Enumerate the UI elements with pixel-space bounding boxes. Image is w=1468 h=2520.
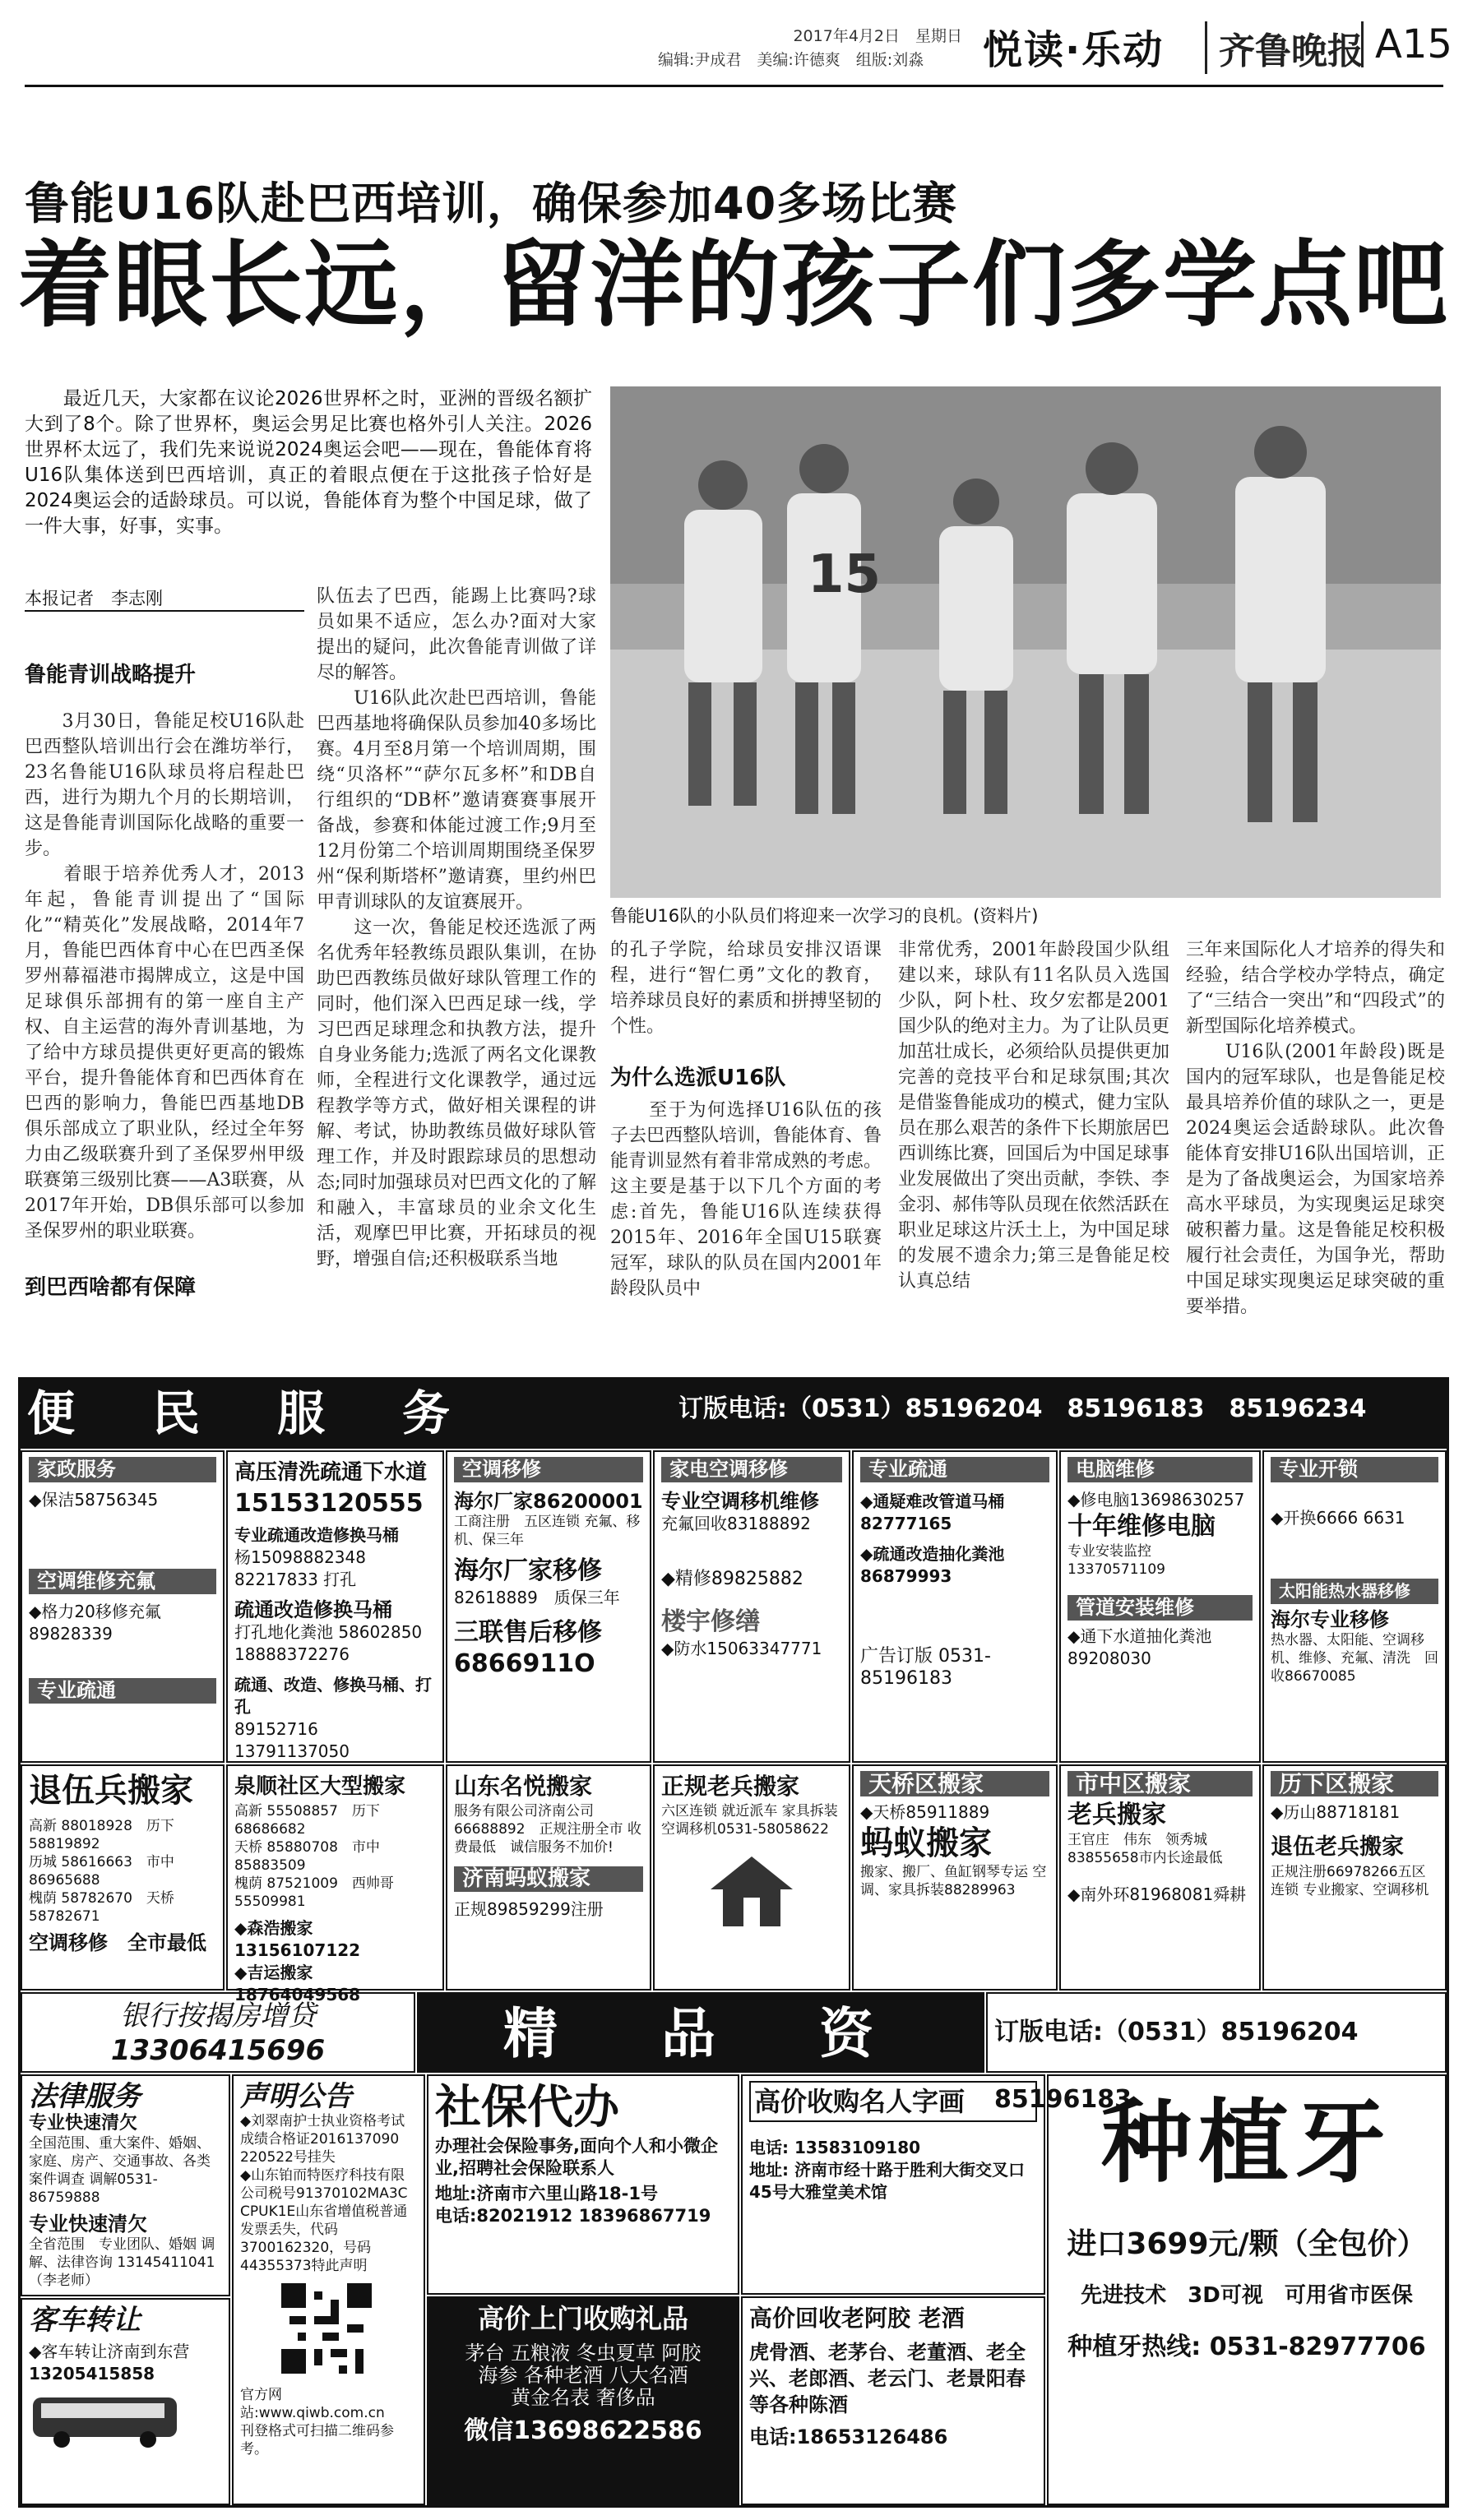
bus-icon xyxy=(29,2393,185,2451)
ad-phone: 电话:82021912 18396867719 xyxy=(435,2206,711,2226)
article-column-3: 的孔子学院，给球员安排汉语课程，进行“智仁勇”文化的教育，培养球员良好的素质和拼搏坚韧的个性。 xyxy=(610,940,882,1037)
ad-text: 打孔地化粪池 58602850 18888372276 xyxy=(234,1622,423,1664)
subhead-guarantee: 到巴西啥都有保障 xyxy=(25,1275,197,1300)
ad-locksmith xyxy=(1262,1450,1447,1763)
article-photo xyxy=(610,386,1441,898)
ad-text: 海参 各种老酒 八大名酒 xyxy=(478,2364,688,2387)
section-title: 悦读·乐动 xyxy=(983,27,1165,73)
banner-services-title: 便 民 服 务 xyxy=(27,1385,465,1441)
ad-title: 空调移修 xyxy=(454,1457,643,1482)
ad-text: 天桥 85880708 市中 85883509 xyxy=(234,1839,380,1874)
ad-text: 王官庄 伟东 领秀城 83855658市内长途最低 xyxy=(1067,1832,1223,1866)
article-column-1: 3月30日，鲁能足校U16队赴巴西整队培训出行会在潍坊举行，23名鲁能U16队球员将启程赴巴西，进行为期九个月的长期培训，这是鲁能青训国际化战略的重要一步。 着眼于培养优秀人才，2013年起，鲁能青训提出了“国际化”“精英化”发展战略，2014年7月，鲁能巴西体育中心在巴西圣保罗州幕福港市揭牌成立，这是中国足球俱乐部拥有的第一座自主产权、自主运营的海外青训基地，为了给中方球员提供更好更高的锻炼平台，提升鲁能体育和巴西体育在巴西的影响力，鲁能巴西基地DB俱乐部成立了职业队，经过全年努力由乙级联赛升到了圣保罗州甲级联赛第三级别比赛——A3联赛，从2017年开始，DB俱乐部可以参加圣保罗州的职业联赛。 xyxy=(25,711,304,1242)
ad-text: 疏通、改造、修换马桶、打孔 xyxy=(234,1675,432,1717)
ad-text: 服务有限公司济南公司 66688892 正规注册全市 收费最低 诚信服务不加价! xyxy=(454,1803,641,1856)
ad-text: ◆修电脑13698630257 xyxy=(1067,1490,1245,1510)
ad-text: ◆开换6666 6631 xyxy=(1271,1508,1405,1528)
banner-premium-title: 精 品 资 讯 xyxy=(503,2001,977,2134)
ad-text: 专业安装监控 13370571109 xyxy=(1067,1543,1165,1578)
ad-text: 槐荫 58782670 天桥 58782671 xyxy=(29,1890,174,1925)
ad-title: 楼宇修缮 xyxy=(661,1607,760,1636)
ad-wine-buy xyxy=(741,2296,1045,2505)
ad-text: ◆疏通改造抽化粪池 86879993 xyxy=(860,1544,1005,1586)
ad-text: ◆客车转让济南到东营 xyxy=(29,2342,190,2361)
ad-legal xyxy=(21,2074,230,2296)
ad-dental-implant xyxy=(1047,2074,1447,2505)
ad-text: 进口3699元/颗（全包价） xyxy=(1067,2227,1427,2261)
house-icon xyxy=(702,1848,801,1930)
ad-tianqiao-moving xyxy=(852,1764,1058,1991)
page-number: A15 xyxy=(1361,21,1452,67)
ad-title: 专业疏通 xyxy=(860,1457,1049,1482)
ad-text: ◆吉运搬家18764049568 xyxy=(234,1963,361,2004)
article-headline: 着眼长远，留洋的孩子们多学点吧 xyxy=(18,230,1450,340)
ad-text: 海尔厂家移修 xyxy=(454,1556,602,1585)
ad-phone: 89152716 13791137050 xyxy=(234,1719,350,1761)
ad-text: 专业快速清欠 xyxy=(29,2113,138,2134)
ad-calligraphy xyxy=(741,2074,1045,2295)
ad-oldsoldier-moving xyxy=(653,1764,850,1991)
ad-ac-repair xyxy=(446,1450,651,1763)
ad-text: 退伍老兵搬家 xyxy=(1271,1834,1404,1860)
photo-caption: 鲁能U16队的小队员们将迎来一次学习的良机。(资料片) xyxy=(610,906,1039,926)
ad-veteran-moving xyxy=(21,1764,225,1991)
ad-title: 电脑维修 xyxy=(1067,1457,1253,1482)
ad-title: 泉顺社区大型搬家 xyxy=(234,1774,406,1799)
ad-bank-loan xyxy=(21,1992,415,2073)
ad-text: 正规89859299注册 xyxy=(454,1899,604,1919)
header-date: 2017年4月2日 星期日 xyxy=(793,27,962,45)
subhead-strategy: 鲁能青训战略提升 xyxy=(25,663,197,687)
ad-title: 天桥区搬家 xyxy=(860,1771,1049,1796)
ad-text: 工商注册 五区连锁 充氟、移机、保三年 xyxy=(454,1514,641,1548)
ad-phone: 6866911O xyxy=(454,1649,595,1678)
ad-banner-services xyxy=(21,1380,1447,1449)
ad-text: ◆森浩搬家13156107122 xyxy=(234,1918,361,1960)
ad-text: 六区连锁 就近派车 家具拆装 空调移机0531-58058622 xyxy=(661,1803,838,1838)
ad-text: 全省范围 专业团队、婚姻 调解、法律咨询 13145411041（李老师） xyxy=(29,2236,215,2289)
ad-title: 法律服务 xyxy=(29,2080,141,2113)
header-editors: 编辑:尹成君 美编:许德爽 组版:刘淼 xyxy=(658,51,924,69)
ad-text: 高新 55508857 历下 68686682 xyxy=(234,1803,380,1838)
article-lead: 最近几天，大家都在议论2026世界杯之时，亚洲的晋级名额扩大到了8个。除了世界杯，奥运会男足比赛也格外引人关注。2026世界杯太远了，我们先来说说2024奥运会吧——现在，鲁能体育将U16队集体送到巴西培训，真正的着眼点便在于这批孩子恰好是2024奥运会的适龄球员。可以说，鲁能体育为整个中国足球，做了一件大事，好事，实事。 xyxy=(25,388,592,537)
ad-text: 充氟回收83188892 xyxy=(661,1514,811,1533)
ad-text: 茅台 五粮液 冬虫夏草 阿胶 xyxy=(465,2342,702,2365)
ad-text: 海尔厂家86200001 xyxy=(454,1490,643,1513)
ad-text: 杨15098882348 82217833 打孔 xyxy=(234,1547,366,1589)
ad-computer-repair xyxy=(1059,1450,1261,1763)
banner-premium-phone: 订版电话:（0531）85196204 85196183 xyxy=(994,2018,1383,2114)
article-byline: 本报记者 李志刚 xyxy=(25,589,163,608)
ad-title: 专业疏通 xyxy=(29,1678,216,1704)
ad-mingyue-moving xyxy=(446,1764,651,1991)
banner-services-phone: 订版电话:（0531）85196204 85196183 85196234 xyxy=(678,1394,1367,1423)
jersey-number: 15 xyxy=(808,544,882,605)
newspaper-brand: 齐鲁晚报 xyxy=(1205,21,1364,74)
ad-text: 搬家、搬厂、鱼缸钢琴专运 空调、家具拆装88289963 xyxy=(860,1864,1047,1898)
ad-text: ◆格力20移修充氟 89828339 xyxy=(29,1602,161,1644)
ad-text: 热水器、太阳能、空调移机、维修、充氟、清洗 回收86670085 xyxy=(1271,1632,1438,1685)
ad-text: 三联售后移修 xyxy=(454,1618,602,1647)
ad-text: 海尔专业移修 xyxy=(1271,1608,1389,1631)
ad-text: ◆南外环81968081舜耕 xyxy=(1067,1884,1247,1904)
ad-phone: 电话:18653126486 xyxy=(749,2425,948,2448)
ad-title: 声明公告 xyxy=(240,2080,352,2113)
ad-text: 蚂蚁搬家 xyxy=(860,1824,992,1862)
ad-title: 高价收购名人字画 xyxy=(749,2081,1037,2122)
ad-text: 专业空调移机维修 xyxy=(661,1490,819,1513)
ad-bus-sale xyxy=(21,2298,230,2505)
ad-text: ◆历山88718181 xyxy=(1271,1802,1401,1822)
ad-phone: 13306415696 xyxy=(110,2034,326,2067)
ad-title: 社保代办 xyxy=(435,2081,619,2134)
ad-title: 正规老兵搬家 xyxy=(661,1773,800,1800)
ad-text: ◆保洁58756345 xyxy=(29,1490,159,1510)
ad-text: 历城 58616663 市中 86965688 xyxy=(29,1854,174,1889)
article-column-4: 非常优秀，2001年龄段国少队组建以来，球队有11名队员入选国少队，阿卜杜、玫夕宏都是2001国少队的绝对主力。为了让队员更加茁壮成长，必须给队员提供更加完善的竞技平台和足球氛围;其次是借鉴鲁能成功的模式，健力宝队员在那么艰苦的条件下长期旅居巴西训练比赛，回国后为中国足球事业发展做出了突出贡献，李铁、李金羽、郝伟等队员现在依然活跃在职业足球这片沃土上，为中国足球的发展不遗余力;第三是鲁能足校认真总结 xyxy=(898,940,1170,1292)
ad-text: 正规注册66978266五区连锁 专业搬家、空调移机 xyxy=(1271,1864,1429,1898)
ad-text: 先进技术 3D可视 可用省市医保 xyxy=(1081,2283,1413,2308)
ad-text: ◆防水15063347771 xyxy=(661,1639,822,1658)
ad-shizhong-moving xyxy=(1059,1764,1261,1991)
ad-phone: 电话: 13583109180 xyxy=(749,2138,921,2157)
ad-title: 济南蚂蚁搬家 xyxy=(454,1866,643,1892)
ad-phone: 种植牙热线: 0531-82977706 xyxy=(1067,2333,1426,2361)
article-column-5: 三年来国际化人才培养的得失和经验，结合学校办学特点，确定了“三结合一突出”和“四段式”的新型国际化培养模式。 U16队(2001年龄段)既是国内的冠军球队，也是鲁能足校最具培养价值的球队之一，更是2024奥运会适龄球队。此次鲁能体育安排U16队出国培训，正是为了备战奥运会，为国家培养高水平球员，为实现奥运足球突破积蓄力量。这是鲁能足校积极履行社会责任，为国争光，帮助中国足球实现奥运足球突破的重要举措。 xyxy=(1186,940,1445,1317)
article-column-3b: 至于为何选择U16队伍的孩子去巴西整队培训，鲁能体育、鲁能青训显然有着非常成熟的考虑。这主要是基于以下几个方面的考虑:首先，鲁能U16队连续获得2015年、2016年全国U15联赛冠军，球队的队员在国内2001年龄段队员中 xyxy=(610,1100,882,1299)
ad-text: 刊登格式可扫描二维码参考。 xyxy=(240,2423,394,2458)
ad-title: 退伍兵搬家 xyxy=(29,1772,193,1810)
ad-housekeeping xyxy=(21,1450,225,1763)
ad-lixia-moving xyxy=(1262,1764,1447,1991)
ad-text: 专业疏通改造修换马桶 xyxy=(234,1525,399,1545)
ad-title: 客车转让 xyxy=(29,2304,141,2337)
ad-text: ◆刘翠南护士执业资格考试成绩合格证2016137090 220522号挂失 xyxy=(240,2113,405,2166)
ad-text: 全国范围、重大案件、婚姻、家庭、房产、交通事故、各类案件调查 调解0531-86759888 xyxy=(29,2135,211,2206)
ad-text: 高压清洗疏通下水道 xyxy=(234,1460,428,1485)
ad-text: 地址: 济南市经十路于胜利大街交叉口45号大雅堂美术馆 xyxy=(749,2160,1025,2202)
ad-title: 家电空调移修 xyxy=(661,1457,842,1482)
ad-text: 专业快速清欠 xyxy=(29,2213,147,2236)
byline-rule xyxy=(25,610,304,612)
ad-phone: 13205415858 xyxy=(29,2364,155,2384)
ad-text: 办理社会保险事务,面向个人和小微企业,招聘社会保险联系人 xyxy=(435,2136,718,2178)
ad-gift-buy xyxy=(427,2296,739,2505)
ad-title: 市中区搬家 xyxy=(1067,1771,1253,1796)
ad-title: 山东名悦搬家 xyxy=(454,1773,593,1800)
ad-title: 管道安装维修 xyxy=(1067,1595,1253,1621)
ad-text: 高新 88018928 历下 58819892 xyxy=(29,1818,174,1852)
ad-text: 官方网站:www.qiwb.com.cn xyxy=(240,2387,385,2421)
classified-ads xyxy=(18,1377,1449,2508)
subhead-why-u16: 为什么选派U16队 xyxy=(610,1066,786,1090)
ad-text: 82618889 质保三年 xyxy=(454,1588,620,1607)
ad-phone: 微信13698622586 xyxy=(464,2416,702,2445)
article-subtitle: 鲁能U16队赴巴西培训，确保参加40多场比赛 xyxy=(25,178,958,229)
qr-code-icon xyxy=(281,2283,372,2374)
ad-title: 空调维修充氟 xyxy=(29,1569,216,1594)
ad-text: 十年维修电脑 xyxy=(1067,1512,1216,1541)
header-rule xyxy=(25,85,1443,87)
ad-title: 太阳能热水器移修 xyxy=(1271,1579,1438,1604)
ad-text: 老兵搬家 xyxy=(1067,1801,1166,1829)
ad-title: 历下区搬家 xyxy=(1271,1771,1438,1796)
ad-drain-cleaning xyxy=(226,1450,444,1763)
ad-text: ◆精修89825882 xyxy=(661,1569,803,1589)
ad-title: 高价回收老阿胶 老酒 xyxy=(749,2305,965,2332)
ad-title: 专业开锁 xyxy=(1271,1457,1438,1482)
ad-text: ◆通下水道抽化粪池89208030 xyxy=(1067,1626,1212,1668)
ad-title: 种植牙 xyxy=(1101,2089,1392,2195)
ad-text: 虎骨酒、老茅台、老董酒、老全兴、老郎酒、老云门、老景阳春等各种陈酒 xyxy=(749,2341,1026,2416)
ad-appliance-repair xyxy=(653,1450,850,1763)
ad-phone: 15153120555 xyxy=(234,1489,424,1518)
ad-quanshun-moving xyxy=(226,1764,444,2004)
ad-text: 广告订版 0531-85196183 xyxy=(860,1646,991,1689)
ad-text: 疏通改造修换马桶 xyxy=(234,1598,392,1621)
ad-text: 黄金名表 奢侈品 xyxy=(511,2386,655,2409)
ad-text: ◆通疑难改管道马桶 82777165 xyxy=(860,1491,1005,1533)
ad-pipe-cleaning xyxy=(852,1450,1058,1763)
ad-text: 槐荫 87521009 西帅哥 55509981 xyxy=(234,1875,394,1910)
ad-notice xyxy=(232,2074,425,2505)
ad-text: 地址:济南市六里山路18-1号 xyxy=(435,2184,658,2203)
ad-text: ◆山东铂而特医疗科技有限公司税号91370102MA3C CPUK1E山东省增值税普通发票丢失，代码3700162320，号码44355373特此声明 xyxy=(240,2167,408,2274)
ad-title: 高价上门收购礼品 xyxy=(477,2303,688,2334)
ad-text: 银行按揭房增贷 xyxy=(120,2000,316,2032)
ad-text: ◆天桥85911889 xyxy=(860,1802,990,1822)
article-column-2: 队伍去了巴西，能踢上比赛吗?球员如果不适应，怎么办?面对大家提出的疑问，此次鲁能青训做了详尽的解答。 U16队此次赴巴西培训，鲁能巴西基地将确保队员参加40多场比赛。4月至8月第一个培训周期，围绕“贝洛杯”“萨尔瓦多杯”和DB自行组织的“DB杯”邀请赛赛事展开备战，参赛和体能过渡工作;9月至12月份第二个培训周期围绕圣保罗州“保利斯塔杯”邀请赛，里约州巴甲青训球队的友谊赛展开。 这一次，鲁能足校还选派了两名优秀年轻教练员跟队集训，在协助巴西教练员做好球队管理工作的同时，他们深入巴西足球一线，学习巴西足球理念和执教方法，提升自身业务能力;选派了两名文化课教师，全程进行文化课教学，通过远程教学等方式，做好相关课程的讲解、考试，协助教练员做好球队管理工作，并及时跟踪球员的思想动态;同时加强球员对巴西文化的了解和融入，丰富球员的业余文化生活，观摩巴甲比赛，开拓球员的视野，增强自信;还积极联系当地 xyxy=(317,586,596,1269)
ad-text: 空调移修 全市最低 xyxy=(29,1931,206,1954)
ad-banner-premium-phone-box xyxy=(986,1992,1447,2114)
ad-title: 家政服务 xyxy=(29,1457,216,1482)
ad-social-insurance xyxy=(427,2074,739,2295)
photo-illustration xyxy=(610,386,1441,898)
